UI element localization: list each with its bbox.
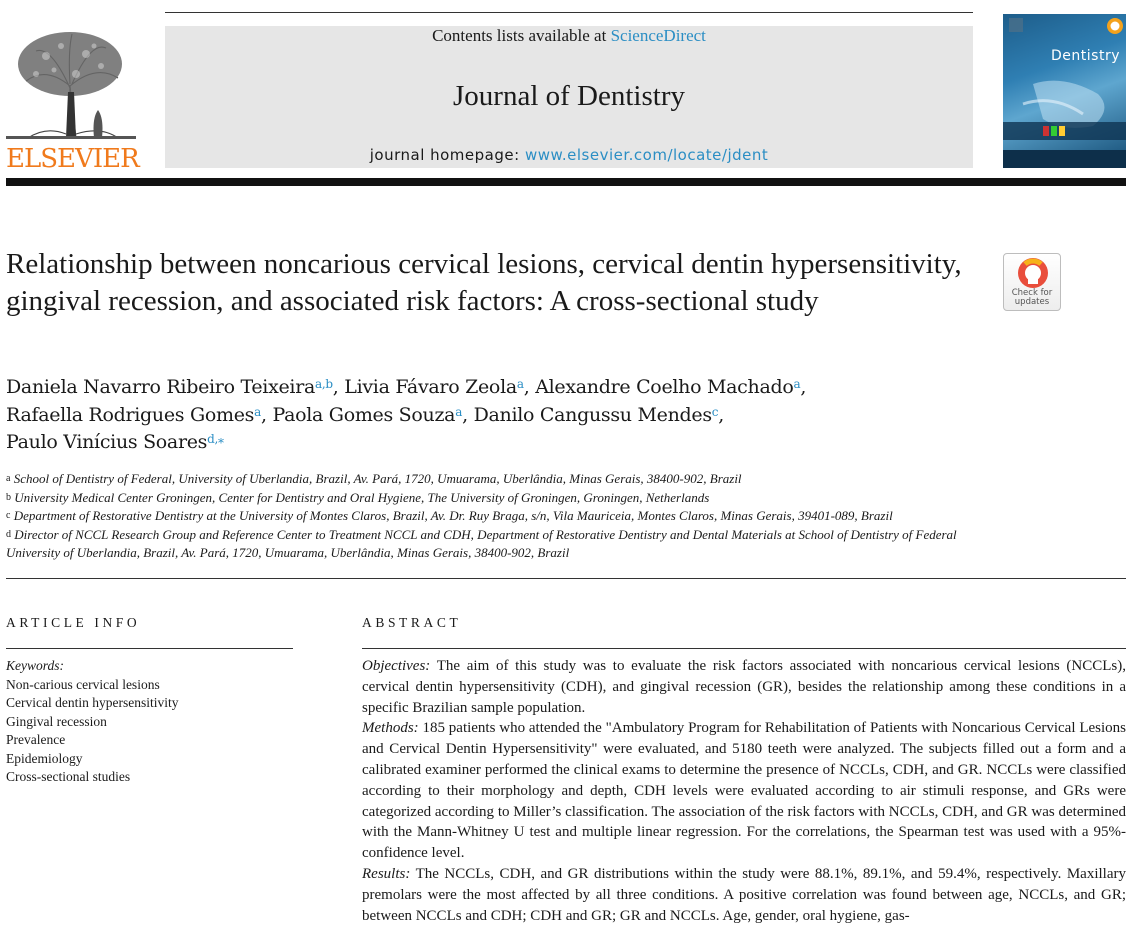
affiliation-item (6, 526, 1006, 563)
abstract-section-text: The NCCLs, CDH, and GR distributions within the study were 88.1%, 89.1%, and 59.4%, respectively. Maxillary premolars were the most affected by all three conditions. A positive correlation was found between age, NCCLs, and GR; between NCCLs and CDH; CDH and GR; GR and NCCLs. Age, gender, oral hygiene, gas- (362, 865, 1126, 924)
author-separator: , (332, 376, 345, 398)
section-divider (6, 578, 1126, 579)
keyword-item[interactable]: Gingival recession (6, 713, 107, 729)
check-for-updates-button[interactable] (1003, 253, 1061, 311)
affiliation-mark: c (6, 510, 11, 521)
author-affiliation-mark[interactable]: d,⁎ (207, 432, 224, 446)
author-list (6, 374, 986, 457)
author-separator: , (718, 403, 724, 426)
affiliation-mark: a (6, 473, 11, 484)
sciencedirect-link[interactable]: ScienceDirect (610, 26, 706, 45)
author[interactable] (474, 404, 719, 426)
author-affiliation-mark[interactable]: a (455, 404, 463, 419)
author-affiliation-mark[interactable]: a (793, 377, 801, 391)
abstract-heading: ABSTRACT (362, 615, 462, 630)
abstract-objectives (362, 656, 1126, 718)
header-top-rule (165, 12, 973, 13)
author-name: Paulo Vinícius Soares (6, 431, 208, 453)
contents-line (165, 26, 973, 46)
keyword-item[interactable]: Cross-sectional studies (6, 769, 131, 784)
abstract-rule (362, 648, 1126, 649)
contents-prefix: Contents lists available at (432, 26, 611, 45)
affiliation-text: Department of Restorative Dentistry at the University of Montes Claros, Brazil, Av. Dr. Ruy Braga, s/n, Vila Mauriceia, Montes Claros, Minas Gerais, 39401-089, Brazil (13, 508, 893, 523)
affiliation-item (6, 489, 1006, 508)
author-separator: , (800, 376, 807, 398)
journal-title: Journal of Dentistry (453, 80, 685, 112)
affiliation-item (6, 470, 1006, 489)
author-affiliation-mark[interactable]: c (711, 404, 719, 419)
journal-homepage-link[interactable]: www.elsevier.com/locate/jdent (524, 146, 769, 164)
affiliation-text: University Medical Center Groningen, Center for Dentistry and Oral Hygiene, The University of Groningen, Groningen, Netherlands (14, 489, 710, 505)
check-updates-label (1004, 289, 1060, 307)
affiliation-list (6, 470, 1006, 563)
abstract-body (362, 656, 1126, 926)
abstract-section-text: The aim of this study was to evaluate the risk factors associated with noncarious cervical lesions (NCCLs), cervical dentin hypersensitivity (CDH), and gingival recession (GR), besides the relationship among these conditions in a specific Brazilian sample population. (362, 658, 1126, 716)
abstract-section-label: Methods: (362, 720, 419, 737)
author-separator: , (260, 403, 273, 426)
homepage-prefix: journal homepage: (369, 146, 525, 164)
author-name: Daniela Navarro Ribeiro Teixeira (6, 376, 316, 398)
journal-homepage-line (165, 146, 973, 164)
author-name: Danilo Cangussu Mendes (473, 403, 712, 426)
author-affiliation-mark[interactable]: a (254, 404, 261, 419)
abstract-methods (362, 718, 1126, 864)
check-updates-line2: updates (1014, 297, 1050, 307)
author-name: Rafaella Rodrigues Gomes (6, 403, 255, 426)
affiliation-text: Director of NCCL Research Group and Reference Center to Treatment NCCL and CDH, Department of Restorative Dentistry and Dental Materials at School of Dentistry of Federal University of Uberlandia, Brazil, Av. Pará, 1720, Umuarama, Uberlândia, Minas Gerais, 38400-902, Brazil (6, 526, 957, 560)
keyword-item[interactable]: Cervical dentin hypersensitivity (6, 695, 179, 710)
abstract-section-text: 185 patients who attended the "Ambulatory Program for Rehabilitation of Patients with Noncarious Cervical Lesions and Cervical Dentin Hypersensitivity" were evaluated, and 5180 teeth were analyzed. The subjects filled out a form and a calibrated examiner performed the clinical exams to determine the presence of NCCLs, CDH, and GR. NCCLs were classified according to their morphology and depth, CDH levels were evaluated according to air stimuli response, and GRs were categorized according to Miller’s classification. The association of the risk factors with NCCLs, CDH, and GR was determined with the Mann-Whitney U test and multiple linear regression. For the correlations, the Spearman test was used with a 95%-confidence level. (362, 720, 1126, 862)
keyword-item[interactable]: Epidemiology (6, 750, 83, 766)
author[interactable] (272, 404, 462, 426)
author[interactable] (535, 376, 800, 398)
article-title: Relationship between noncarious cervical lesions, cervical dentin hypersensitivity, gingival recession, and associated risk factors: A cross-sectional study (6, 248, 962, 317)
abstract-section-label: Objectives: (362, 658, 431, 674)
header-thick-rule (6, 178, 1126, 186)
keywords-block (6, 657, 296, 787)
author[interactable] (6, 404, 261, 426)
journal-banner (165, 26, 973, 168)
author-separator: , (523, 376, 536, 398)
journal-cover[interactable] (1003, 14, 1126, 168)
affiliation-mark: b (6, 491, 11, 503)
article-info-heading: ARTICLE INFO (6, 615, 141, 630)
cover-journal-name: Dentistry (1051, 48, 1120, 64)
check-updates-icon (1004, 254, 1062, 290)
author-name: Livia Fávaro Zeola (344, 376, 517, 398)
publisher-name: ELSEVIER (6, 144, 139, 174)
abstract-section-label: Results: (362, 865, 411, 882)
author-affiliation-mark[interactable]: a (516, 377, 524, 391)
check-updates-line1: Check for (1011, 288, 1053, 298)
author[interactable] (6, 376, 333, 398)
author-affiliation-mark[interactable]: a,b (315, 377, 333, 391)
author-name: Alexandre Coelho Machado (535, 376, 794, 398)
keywords-label: Keywords: (6, 658, 64, 673)
elsevier-tree-icon (6, 26, 136, 141)
author[interactable] (344, 376, 523, 398)
author-separator: , (462, 403, 474, 426)
affiliation-text: School of Dentistry of Federal, University of Uberlandia, Brazil, Av. Pará, 1720, Umuarama, Uberlândia, Minas Gerais, 38400-902, Brazil (13, 471, 742, 486)
elsevier-logo[interactable] (6, 26, 139, 174)
article-info-rule (6, 648, 293, 649)
affiliation-mark: d (6, 528, 11, 540)
affiliation-item (6, 507, 1006, 526)
cover-artwork-icon (1003, 14, 1126, 168)
keyword-item[interactable]: Prevalence (6, 732, 66, 747)
author[interactable] (6, 431, 224, 453)
keyword-item[interactable]: Non-carious cervical lesions (6, 676, 160, 692)
author-name: Paola Gomes Souza (272, 403, 456, 426)
